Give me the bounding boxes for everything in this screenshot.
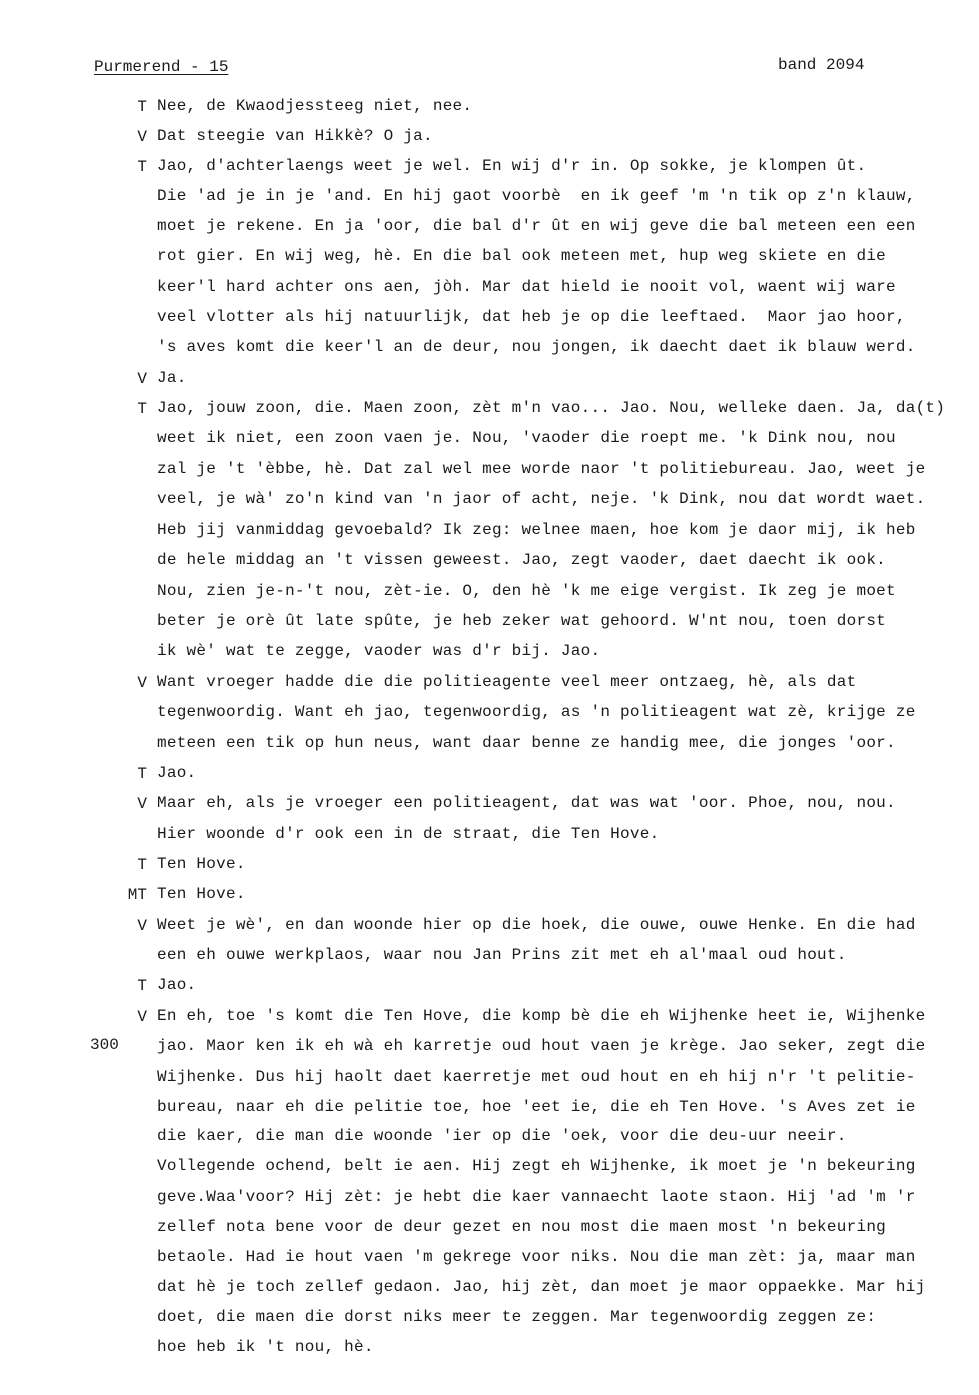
speaker-label: T <box>137 977 147 995</box>
transcript-line: meteen een tik op hun neus, want daar benne ze handig mee, die jonges 'oor. <box>157 734 896 752</box>
speaker-label: MT <box>127 886 147 904</box>
transcript-line: weet ik niet, een zoon vaen je. Nou, 'vaoder die roept me. 'k Dink nou, nou <box>157 429 896 447</box>
transcript-line: Jao, d'achterlaengs weet je wel. En wij d'r in. Op sokke, je klompen ût. <box>157 157 867 175</box>
speaker-label: V <box>137 795 147 813</box>
transcript-line: ik wè' wat te zegge, vaoder was d'r bij. Jao. <box>157 642 601 660</box>
transcript-line: veel vlotter als hij natuurlijk, dat heb je op die leeftaed. Maor jao hoor, <box>157 308 906 326</box>
transcript-line: Maar eh, als je vroeger een politieagent, dat was wat 'oor. Phoe, nou, nou. <box>157 794 896 812</box>
speaker-label: T <box>137 856 147 874</box>
transcript-line: Weet je wè', en dan woonde hier op die hoek, die ouwe, ouwe Henke. En die had <box>157 916 916 934</box>
speaker-label: T <box>137 765 147 783</box>
speaker-label: T <box>137 158 147 176</box>
transcript-line: Heb jij vanmiddag gevoebald? Ik zeg: welnee maen, hoe kom je daor mij, ik heb <box>157 521 916 539</box>
transcript-line: Hier woonde d'r ook een in de straat, die Ten Hove. <box>157 825 660 843</box>
speaker-label: T <box>137 98 147 116</box>
transcript-line: jao. Maor ken ik eh wà eh karretje oud hout vaen je krège. Jao seker, zegt die <box>157 1037 926 1055</box>
transcript-line: moet je rekene. En ja 'oor, die bal d'r ût en wij geve die bal meteen een een <box>157 217 916 235</box>
transcript-line: zellef nota bene voor de deur gezet en nou most die maen most 'n bekeuring <box>157 1218 887 1236</box>
transcript-line: tegenwoordig. Want eh jao, tegenwoordig, as 'n politieagent wat zè, krijge ze <box>157 703 916 721</box>
transcript-line: beter je orè ût late spûte, je heb zeker wat gehoord. W'nt nou, toen dorst <box>157 612 887 630</box>
transcript-line: 's aves komt die keer'l an de deur, nou jongen, ik daecht daet ik blauw werd. <box>157 338 916 356</box>
transcript-line: Ten Hove. <box>157 855 246 873</box>
transcript-line: bureau, naar eh die pelitie toe, hoe 'eet ie, die eh Ten Hove. 's Aves zet ie <box>157 1098 916 1116</box>
transcript-line: hoe heb ik 't nou, hè. <box>157 1338 374 1356</box>
transcript-line: Vollegende ochend, belt ie aen. Hij zegt eh Wijhenke, ik moet je 'n bekeuring <box>157 1157 916 1175</box>
transcript-line: veel, je wà' zo'n kind van 'n jaor of acht, neje. 'k Dink, nou dat wordt waet. <box>157 490 926 508</box>
transcript-line: Ten Hove. <box>157 885 246 903</box>
speaker-label: V <box>137 674 147 692</box>
speaker-label: V <box>137 917 147 935</box>
transcript-line: geve.Waa'voor? Hij zèt: je hebt die kaer vannaecht laote staon. Hij 'ad 'm 'r <box>157 1188 916 1206</box>
transcript-line: Jao. <box>157 976 197 994</box>
transcript-line: die kaer, die man die woonde 'ier op die 'oek, voor die deu-uur neeir. <box>157 1127 847 1145</box>
line-number-marker: 300 <box>90 1036 119 1054</box>
transcript-line: Want vroeger hadde die die politieagente veel meer ontzaeg, hè, als dat <box>157 673 857 691</box>
transcript-line: doet, die maen die dorst niks meer te zeggen. Mar tegenwoordig zeggen ze: <box>157 1308 877 1326</box>
transcript-line: betaole. Had ie hout vaen 'm gekrege voor niks. Nou die man zèt: ja, maar man <box>157 1248 916 1266</box>
speaker-label: V <box>137 1008 147 1026</box>
transcript-line: Jao. <box>157 764 197 782</box>
page-header-location: Purmerend - 15 <box>94 58 229 76</box>
transcript-line: Nou, zien je-n-'t nou, zèt-ie. O, den hè 'k me eige vergist. Ik zeg je moet <box>157 582 896 600</box>
page-header-tape: band 2094 <box>778 56 865 74</box>
transcript-line: Wijhenke. Dus hij haolt daet kaerretje met oud hout en eh hij n'r 't pelitie- <box>157 1068 916 1086</box>
transcript-line: de hele middag an 't vissen geweest. Jao, zegt vaoder, daet daecht ik ook. <box>157 551 887 569</box>
transcript-line: zal je 't 'èbbe, hè. Dat zal wel mee worde naor 't politiebureau. Jao, weet je <box>157 460 926 478</box>
transcript-line: rot gier. En wij weg, hè. En die bal ook meteen met, hup weg skiete en die <box>157 247 887 265</box>
speaker-label: V <box>137 370 147 388</box>
transcript-line: een eh ouwe werkplaos, waar nou Jan Prins zit met eh al'maal oud hout. <box>157 946 847 964</box>
transcript-line: Dat steegie van Hikkè? O ja. <box>157 127 433 145</box>
transcript-line: dat hè je toch zellef gedaon. Jao, hij zèt, dan moet je maor oppaekke. Mar hij <box>157 1278 926 1296</box>
transcript-line: En eh, toe 's komt die Ten Hove, die komp bè die eh Wijhenke heet ie, Wijhenke <box>157 1007 926 1025</box>
transcript-line: keer'l hard achter ons aen, jòh. Mar dat hield ie nooit vol, waent wij ware <box>157 278 896 296</box>
transcript-line: Jao, jouw zoon, die. Maen zoon, zèt m'n vao... Jao. Nou, welleke daen. Ja, da(t) <box>157 399 946 417</box>
transcript-line: Die 'ad je in je 'and. En hij gaot voorbè en ik geef 'm 'n tik op z'n klauw, <box>157 187 916 205</box>
transcript-line: Ja. <box>157 369 187 387</box>
transcript-line: Nee, de Kwaodjessteeg niet, nee. <box>157 97 473 115</box>
speaker-label: T <box>137 400 147 418</box>
speaker-label: V <box>137 128 147 146</box>
